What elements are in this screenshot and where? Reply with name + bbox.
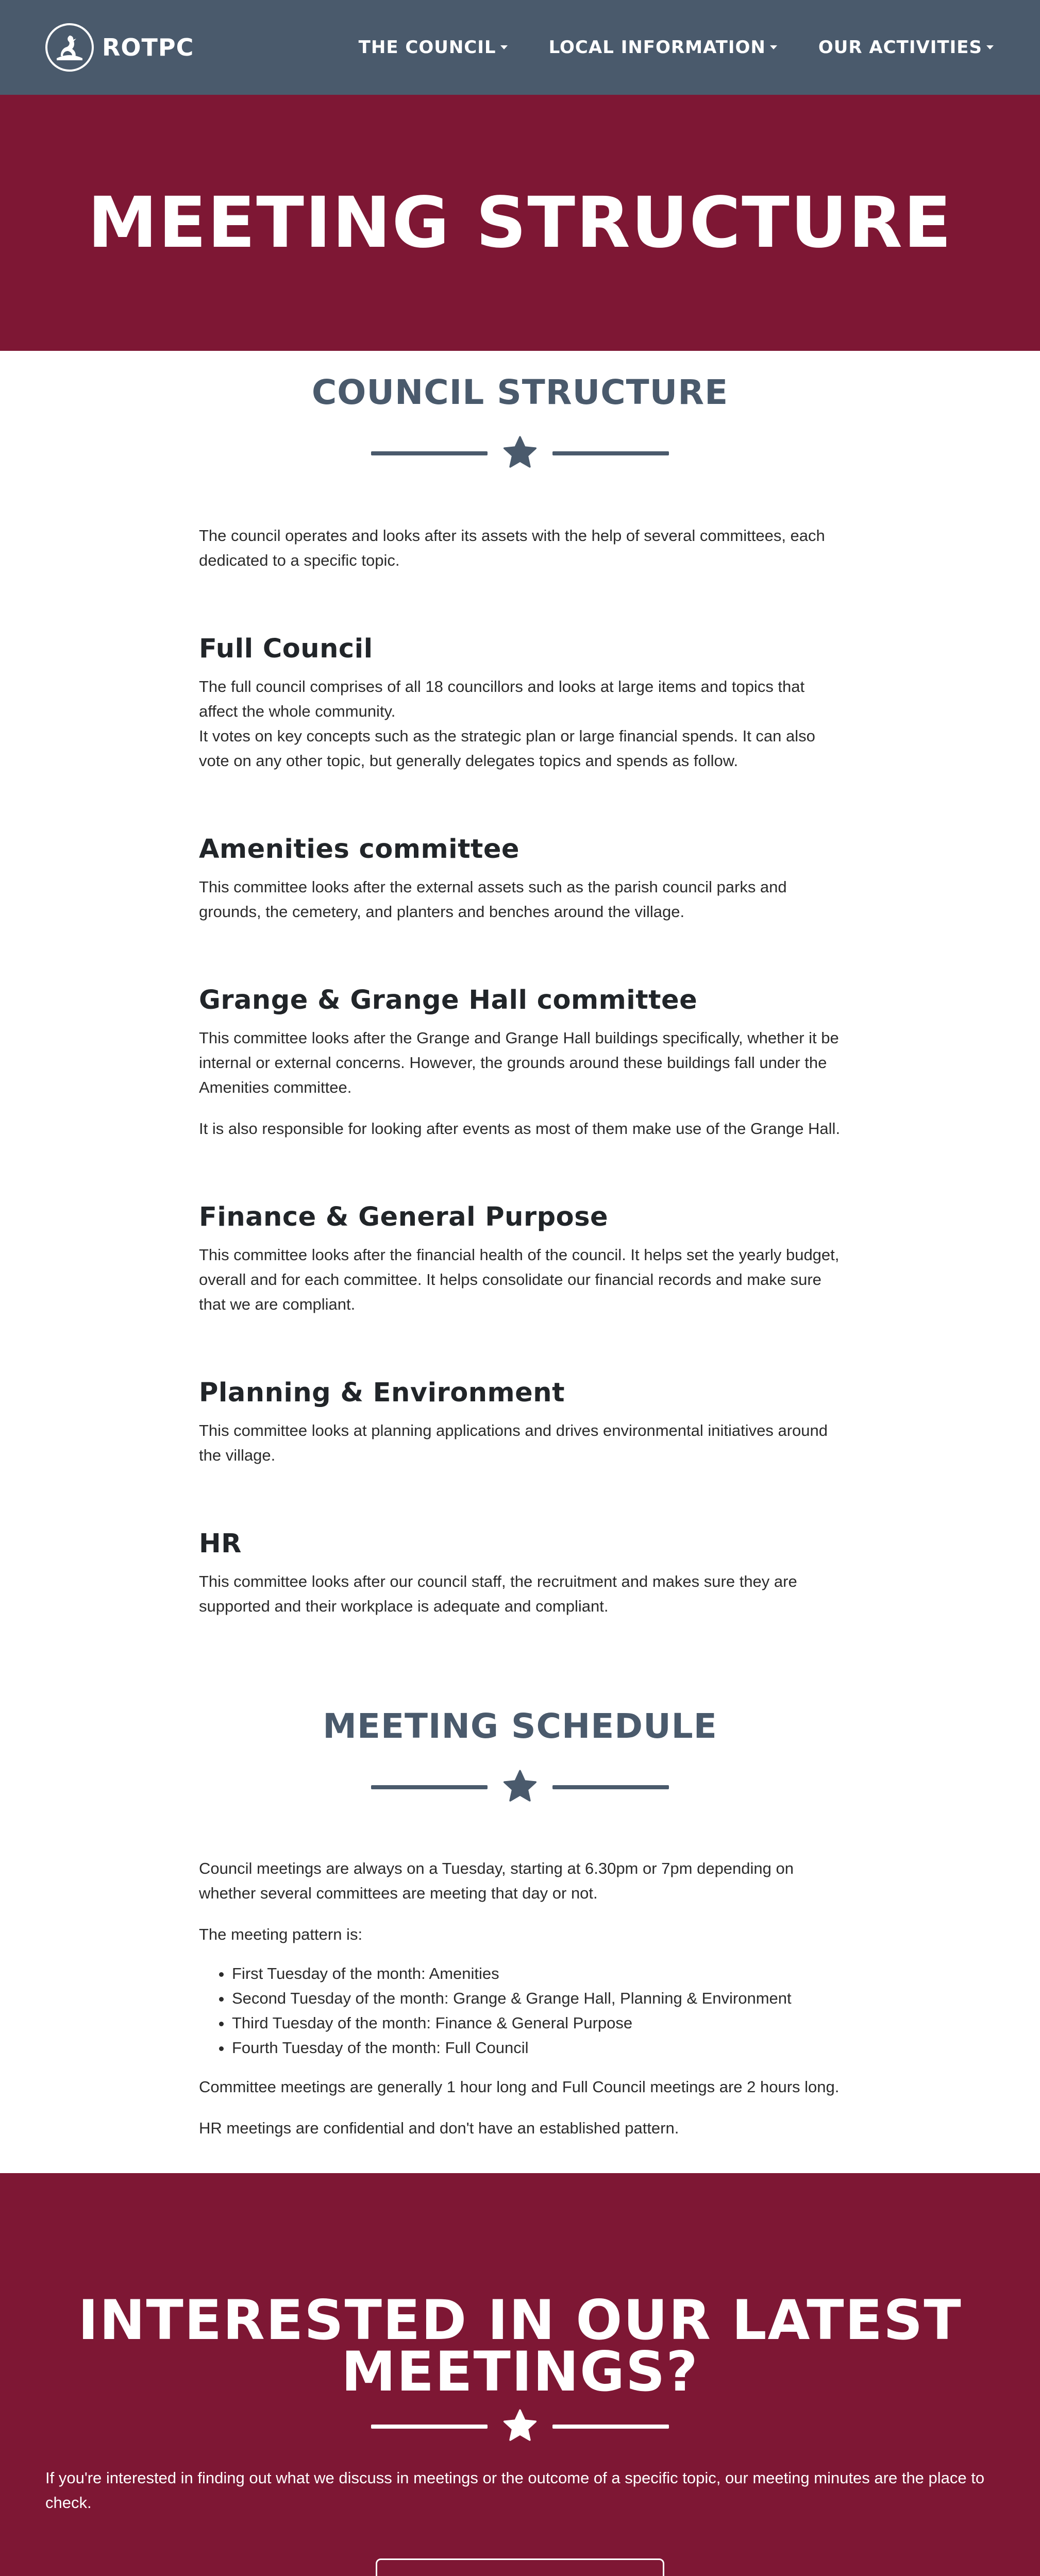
meeting-schedule-section bbox=[0, 1619, 1040, 2141]
view-meeting-documents-button[interactable] bbox=[376, 2558, 664, 2576]
committee-full-council bbox=[199, 634, 841, 773]
list-item: • Fourth Tuesday of the month: Full Council bbox=[232, 2036, 841, 2060]
chevron-down-icon bbox=[986, 45, 994, 49]
committee-description: It is also responsible for looking after events as most of them make use of the Grange Hall. bbox=[199, 1120, 841, 1138]
committee-amenities bbox=[199, 834, 841, 924]
brand-name: ROTPC bbox=[102, 33, 194, 61]
divider-line bbox=[371, 1785, 488, 1789]
nav-our-activities-dropdown[interactable] bbox=[818, 37, 994, 58]
committee-heading: HR bbox=[199, 1529, 242, 1559]
divider-line bbox=[552, 1785, 669, 1789]
meeting-schedule-content bbox=[199, 1856, 841, 2141]
divider-line bbox=[371, 451, 488, 455]
brand-link[interactable] bbox=[45, 23, 194, 72]
star-icon bbox=[502, 2409, 538, 2444]
cta-button-wrap bbox=[0, 2558, 1040, 2576]
cta-description: If you're interested in finding out what we discuss in meetings or the outcome of a specific topic, our meeting minutes are the place to check. bbox=[45, 2469, 985, 2512]
committee-description: This committee looks after the financial health of the council. It helps set the yearly budget, overall and for each committee. It helps consolidate our financial records and make sure that we are compliant. bbox=[199, 1246, 840, 1313]
section-divider bbox=[0, 1770, 1040, 1805]
list-item: • First Tuesday of the month: Amenities bbox=[232, 1961, 841, 1986]
committee-heading: Grange & Grange Hall committee bbox=[199, 985, 698, 1015]
committee-heading: Amenities committee bbox=[199, 834, 520, 865]
meeting-schedule-title: MEETING SCHEDULE bbox=[323, 1706, 717, 1746]
nav-local-information-dropdown[interactable] bbox=[549, 37, 777, 58]
committee-planning bbox=[199, 1378, 841, 1468]
navbar bbox=[0, 0, 1040, 95]
divider-line bbox=[371, 2425, 488, 2429]
committee-description: The full council comprises of all 18 councillors and looks at large items and topics that affect the whole community. bbox=[199, 677, 805, 720]
star-icon bbox=[502, 436, 538, 471]
committee-description: This committee looks after the Grange and Grange Hall buildings specifically, whether it be internal or external concerns. However, the grounds around these buildings fall under the Amenities committee. bbox=[199, 1029, 839, 1096]
schedule-duration: Committee meetings are generally 1 hour long and Full Council meetings are 2 hours long. bbox=[199, 2078, 840, 2096]
schedule-pattern-label: The meeting pattern is: bbox=[199, 1925, 363, 1943]
hero-banner bbox=[0, 95, 1040, 351]
committee-finance bbox=[199, 1202, 841, 1317]
schedule-intro: Council meetings are always on a Tuesday, starting at 6.30pm or 7pm depending on whether several committees are meeting that day or not. bbox=[199, 1859, 794, 1902]
committee-description: This committee looks after the external assets such as the parish council parks and grounds, the cemetery, and planters and benches around the village. bbox=[199, 878, 787, 921]
page-title: MEETING STRUCTURE bbox=[88, 182, 952, 264]
committee-heading: Planning & Environment bbox=[199, 1378, 565, 1408]
divider-line bbox=[552, 451, 669, 455]
council-structure-content bbox=[199, 523, 841, 1619]
chevron-down-icon bbox=[500, 45, 508, 49]
nav-local-information-label: LOCAL INFORMATION bbox=[548, 37, 766, 58]
list-item: • Second Tuesday of the month: Grange & Grange Hall, Planning & Environment bbox=[232, 1986, 841, 2011]
nav-our-activities-label: OUR ACTIVITIES bbox=[818, 37, 982, 58]
divider-line bbox=[552, 2425, 669, 2429]
council-structure-title: COUNCIL STRUCTURE bbox=[311, 372, 729, 412]
schedule-list bbox=[199, 1961, 841, 2060]
committee-description: This committee looks at planning applications and drives environmental initiatives around the village. bbox=[199, 1421, 828, 1464]
star-icon bbox=[502, 1770, 538, 1805]
committee-heading: Full Council bbox=[199, 634, 373, 664]
cta-title-line2: MEETINGS? bbox=[341, 2340, 699, 2403]
nav-the-council-dropdown[interactable] bbox=[359, 37, 508, 58]
schedule-hr-note: HR meetings are confidential and don't have an established pattern. bbox=[199, 2119, 679, 2137]
list-item: • Third Tuesday of the month: Finance & General Purpose bbox=[232, 2011, 841, 2036]
section-divider bbox=[0, 2409, 1040, 2444]
chevron-down-icon bbox=[770, 45, 777, 49]
cta-title-line1: INTERESTED IN OUR LATEST bbox=[78, 2289, 962, 2352]
committee-description: It votes on key concepts such as the strategic plan or large financial spends. It can also vote on any other topic, but generally delegates topics and spends as follow. bbox=[199, 727, 815, 770]
committee-description: This committee looks after our council staff, the recruitment and makes sure they are supported and their workplace is adequate and compliant. bbox=[199, 1572, 797, 1615]
nav-menu bbox=[359, 37, 994, 58]
committee-hr bbox=[199, 1529, 841, 1619]
cta-title bbox=[0, 2173, 1040, 2403]
committee-heading: Finance & General Purpose bbox=[199, 1202, 609, 1232]
section-divider bbox=[0, 436, 1040, 471]
structure-intro: The council operates and looks after its assets with the help of several committees, each dedicated to a specific topic. bbox=[199, 527, 825, 569]
council-structure-section bbox=[0, 351, 1040, 1619]
committee-grange bbox=[199, 985, 841, 1141]
meetings-cta-section bbox=[0, 2173, 1040, 2576]
nav-the-council-label: THE COUNCIL bbox=[358, 37, 496, 58]
heron-logo-icon bbox=[45, 23, 94, 72]
